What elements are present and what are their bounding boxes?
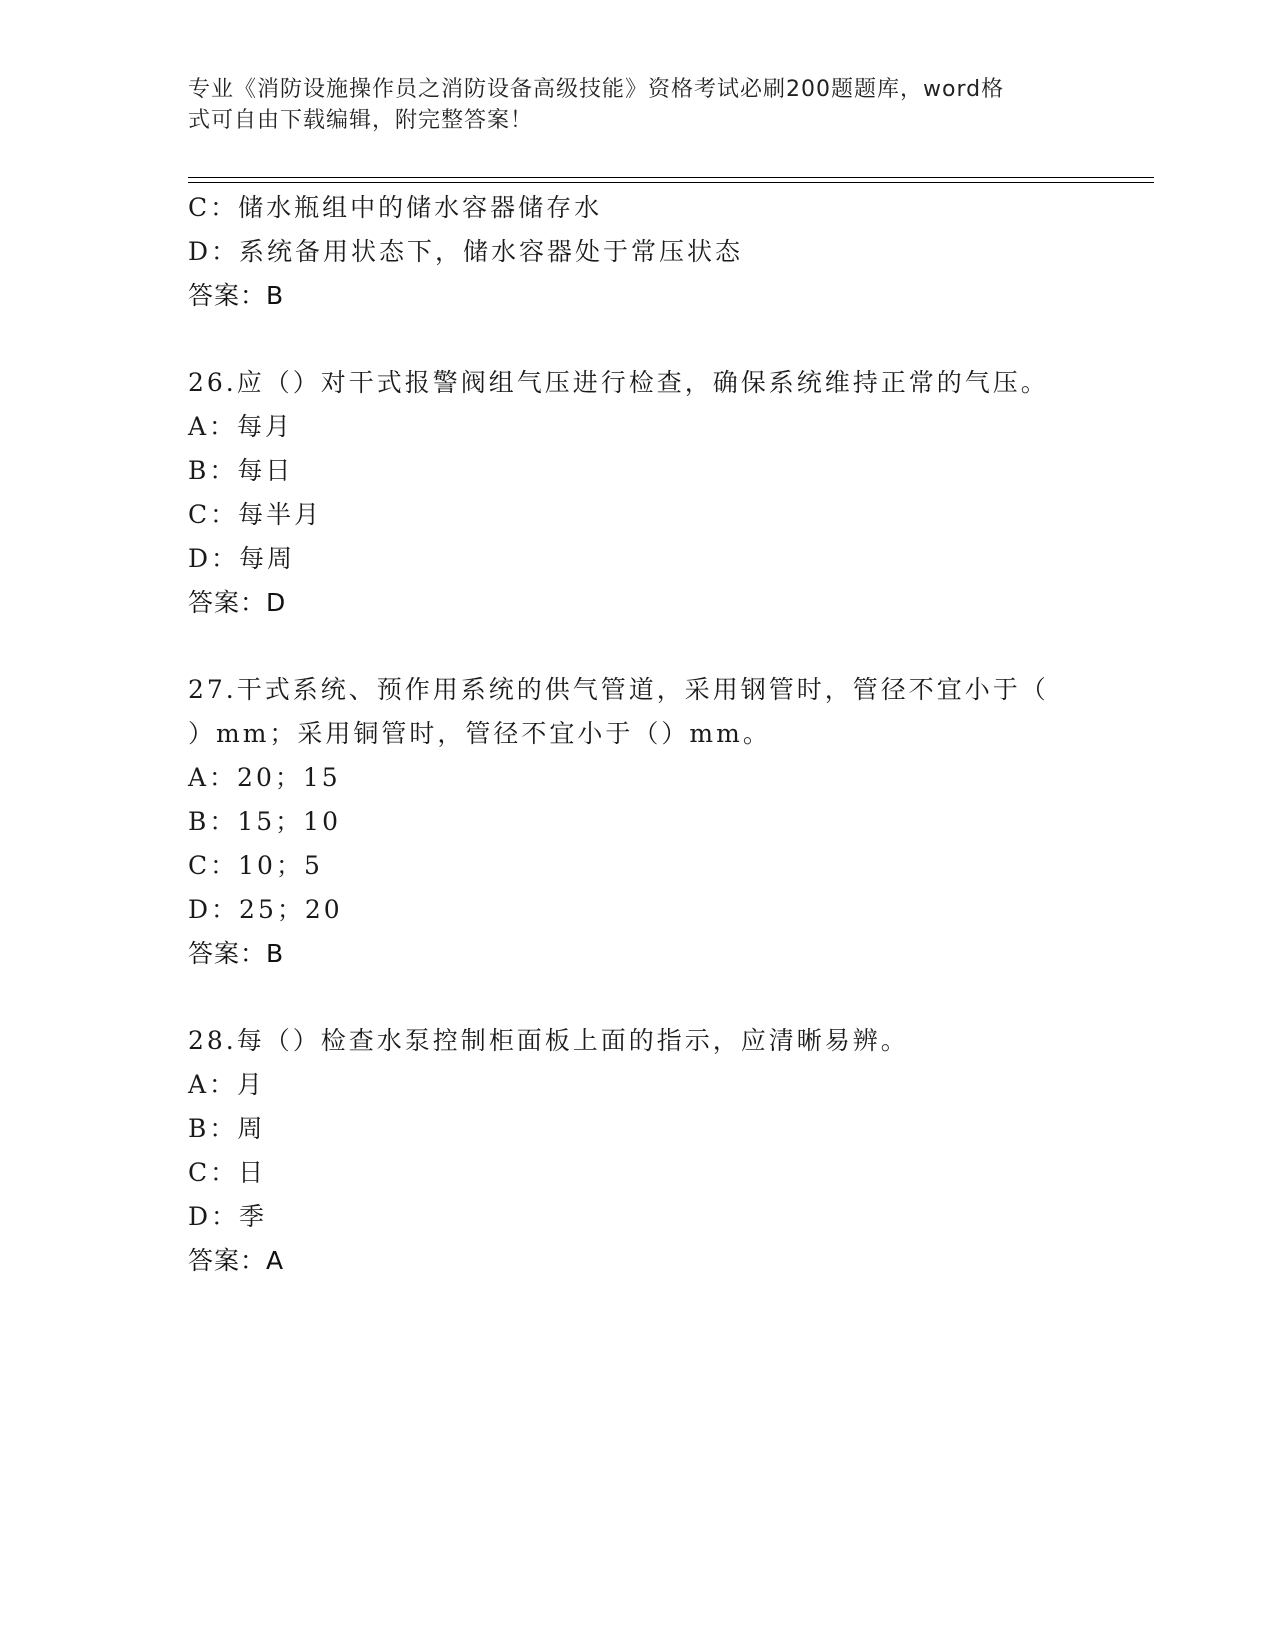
- question-28-answer: 答案：A: [188, 1246, 285, 1275]
- document-header: [188, 74, 1088, 136]
- question-27-option-b: B：15；10: [188, 807, 341, 836]
- header-line-1: 专业《消防设施操作员之消防设备高级技能》资格考试必刷200题题库，word格: [188, 77, 1005, 102]
- prev-option-d: D：系统备用状态下，储水容器处于常压状态: [188, 237, 744, 266]
- question-27-option-c: C：10；5: [188, 851, 323, 880]
- question-26-option-c: C：每半月: [188, 500, 323, 529]
- question-27-stem-line-1: 27.干式系统、预作用系统的供气管道，采用钢管时，管径不宜小于（: [188, 675, 1049, 704]
- question-26-option-d: D：每周: [188, 544, 296, 573]
- prev-option-c: C：储水瓶组中的储水容器储存水: [188, 193, 603, 222]
- question-28-option-a: A：月: [188, 1070, 266, 1099]
- question-28-option-c: C：日: [188, 1158, 267, 1187]
- header-divider-bottom: [188, 182, 1154, 183]
- prev-answer: 答案：B: [188, 281, 285, 310]
- question-26-answer: 答案：D: [188, 588, 287, 617]
- question-27-option-d: D：25；20: [188, 895, 343, 924]
- question-27-answer: 答案：B: [188, 939, 285, 968]
- question-27-option-a: A：20；15: [188, 763, 341, 792]
- question-26-stem: 26.应（）对干式报警阀组气压进行检查，确保系统维持正常的气压。: [188, 368, 1049, 397]
- question-27-stem-line-2: ）mm；采用铜管时，管径不宜小于（）mm。: [188, 719, 771, 748]
- header-divider-top: [188, 177, 1154, 178]
- question-26-option-b: B：每日: [188, 456, 294, 485]
- header-line-2: 式可自由下载编辑，附完整答案！: [188, 108, 534, 133]
- question-28-option-d: D：季: [188, 1202, 268, 1231]
- question-26-option-a: A：每月: [188, 412, 294, 441]
- question-28-stem: 28.每（）检查水泵控制柜面板上面的指示，应清晰易辨。: [188, 1026, 909, 1055]
- question-28-option-b: B：周: [188, 1114, 266, 1143]
